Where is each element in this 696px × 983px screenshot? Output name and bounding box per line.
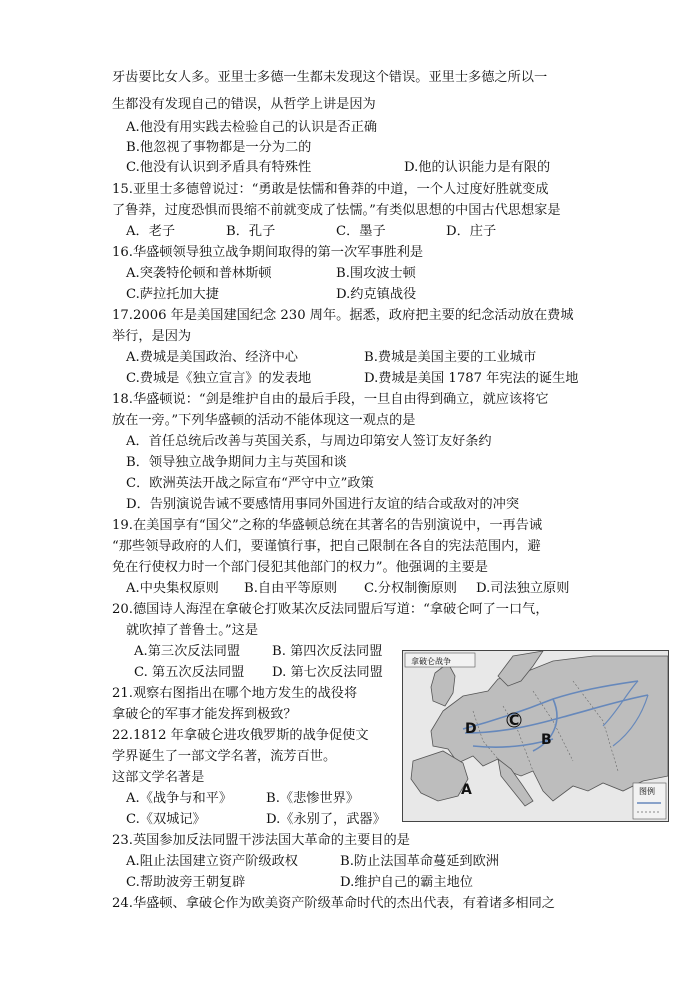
question-16: 16.华盛顿领导独立战争期间取得的第一次军事胜利是	[112, 245, 424, 260]
text-line: 了鲁莽，过度恐惧而畏缩不前就变成了怯懦。”有类似思想的中国古代思想家是	[112, 203, 561, 218]
option-c: C.帮助波旁王朝复辟	[126, 875, 246, 890]
option-b: B.自由平等原则	[244, 581, 338, 596]
option-b: B. 第四次反法同盟	[272, 644, 383, 659]
option-d: D.费城是美国 1787 年宪法的诞生地	[364, 371, 579, 386]
text-line: 这部文学名著是	[112, 770, 205, 785]
napoleon-war-map	[402, 650, 669, 822]
text-line: 举行，是因为	[112, 329, 192, 344]
option-c: C．欧洲英法开战之际宣布“严守中立”政策	[126, 476, 374, 491]
option-c: C. 第五次反法同盟	[134, 665, 245, 680]
option-c: C.萨拉托加大捷	[126, 287, 219, 302]
option-d: D.他的认识能力是有限的	[404, 160, 551, 175]
option-a: A.费城是美国政治、经济中心	[126, 350, 298, 365]
question-24: 24.华盛顿、拿破仑作为欧美资产阶级革命时代的杰出代表，有着诸多相同之	[112, 896, 555, 911]
text-line: 学界诞生了一部文学名著，流芳百世。	[112, 749, 337, 764]
option-d: D．告别演说告诫不要感情用事同外国进行友谊的结合或敌对的冲突	[126, 497, 520, 512]
option-c: C.分权制衡原则	[364, 581, 457, 596]
question-21: 21.观察右图指出在哪个地方发生的战役将	[112, 686, 358, 701]
map-label-c: C	[509, 713, 520, 729]
option-a: A.阻止法国建立资产阶级政权	[126, 854, 298, 869]
map-label-a: A	[461, 782, 472, 798]
option-a: A.第三次反法同盟	[134, 644, 241, 659]
question-19: 19.在美国享有“国父”之称的华盛顿总统在其著名的告别演说中，一再告诫	[112, 518, 543, 533]
text-line: 牙齿要比女人多。亚里士多德一生都未发现这个错误。亚里士多德之所以一	[112, 70, 548, 85]
option-a: A．老子	[126, 224, 176, 239]
map-label-d: D	[465, 721, 477, 737]
option-c: C.《双城记》	[126, 812, 206, 827]
option-b: B．领导独立战争期间力主与英国和谈	[126, 455, 347, 470]
option-b: B.防止法国革命蔓延到欧洲	[340, 854, 499, 869]
text-line: 放在一旁。”下列华盛顿的活动不能体现这一观点的是	[112, 413, 416, 428]
option-d: D.维护自己的霸主地位	[340, 875, 473, 890]
option-c: C．墨子	[336, 224, 386, 239]
option-a: A.突袭特伦顿和普林斯顿	[126, 266, 272, 281]
option-a: A．首任总统后改善与英国关系，与周边印第安人签订友好条约	[126, 434, 492, 449]
option-a: A.《战争与和平》	[126, 791, 233, 806]
question-20: 20.德国诗人海涅在拿破仑打败某次反法同盟后写道：“拿破仑呵了一口气，	[112, 602, 549, 617]
option-d: D. 第七次反法同盟	[272, 665, 383, 680]
map-title: 拿破仑战争	[411, 657, 451, 666]
text-line: 免在行使权力时一个部门侵犯其他部门的权力”。他强调的主要是	[112, 560, 488, 575]
option-d: D.约克镇战役	[336, 287, 417, 302]
option-b: B.《悲惨世界》	[266, 791, 360, 806]
question-17: 17.2006 年是美国建国纪念 230 周年。据悉，政府把主要的纪念活动放在费城	[112, 308, 574, 323]
option-c: C.费城是《独立宣言》的发表地	[126, 371, 312, 386]
map-svg	[403, 651, 668, 821]
question-22: 22.1812 年拿破仑进攻俄罗斯的战争促使文	[112, 728, 369, 743]
text-line: 拿破仑的军事才能发挥到极致？	[112, 707, 297, 722]
option-a: A.中央集权原则	[126, 581, 219, 596]
text-line: “那些领导政府的人们，要谨慎行事，把自己限制在各自的宪法范围内，避	[112, 539, 541, 554]
question-15: 15.亚里士多德曾说过：“勇敢是怯懦和鲁莽的中道，一个人过度好胜就变成	[112, 182, 549, 197]
map-label-b: B	[541, 732, 552, 748]
option-b: B.费城是美国主要的工业城市	[364, 350, 537, 365]
option-d: D.《永别了，武器》	[266, 812, 386, 827]
option-b: B．孔子	[226, 224, 276, 239]
option-a: A.他没有用实践去检验自己的认识是否正确	[126, 120, 378, 135]
option-d: D.司法独立原则	[476, 581, 570, 596]
question-23: 23.英国参加反法同盟干涉法国大革命的主要目的是	[112, 833, 410, 848]
option-d: D．庄子	[446, 224, 497, 239]
map-legend-title: 图例	[639, 787, 655, 796]
option-b: B.围攻波士顿	[336, 266, 416, 281]
option-c: C.他没有认识到矛盾具有特殊性	[126, 160, 312, 175]
option-b: B.他忽视了事物都是一分为二的	[126, 140, 312, 155]
question-18: 18.华盛顿说：“剑是维护自由的最后手段，一旦自由得到确立，就应该将它	[112, 392, 549, 407]
text-line: 就吹掉了普鲁士。”这是	[126, 623, 259, 638]
text-line: 生都没有发现自己的错误，从哲学上讲是因为	[112, 97, 376, 112]
